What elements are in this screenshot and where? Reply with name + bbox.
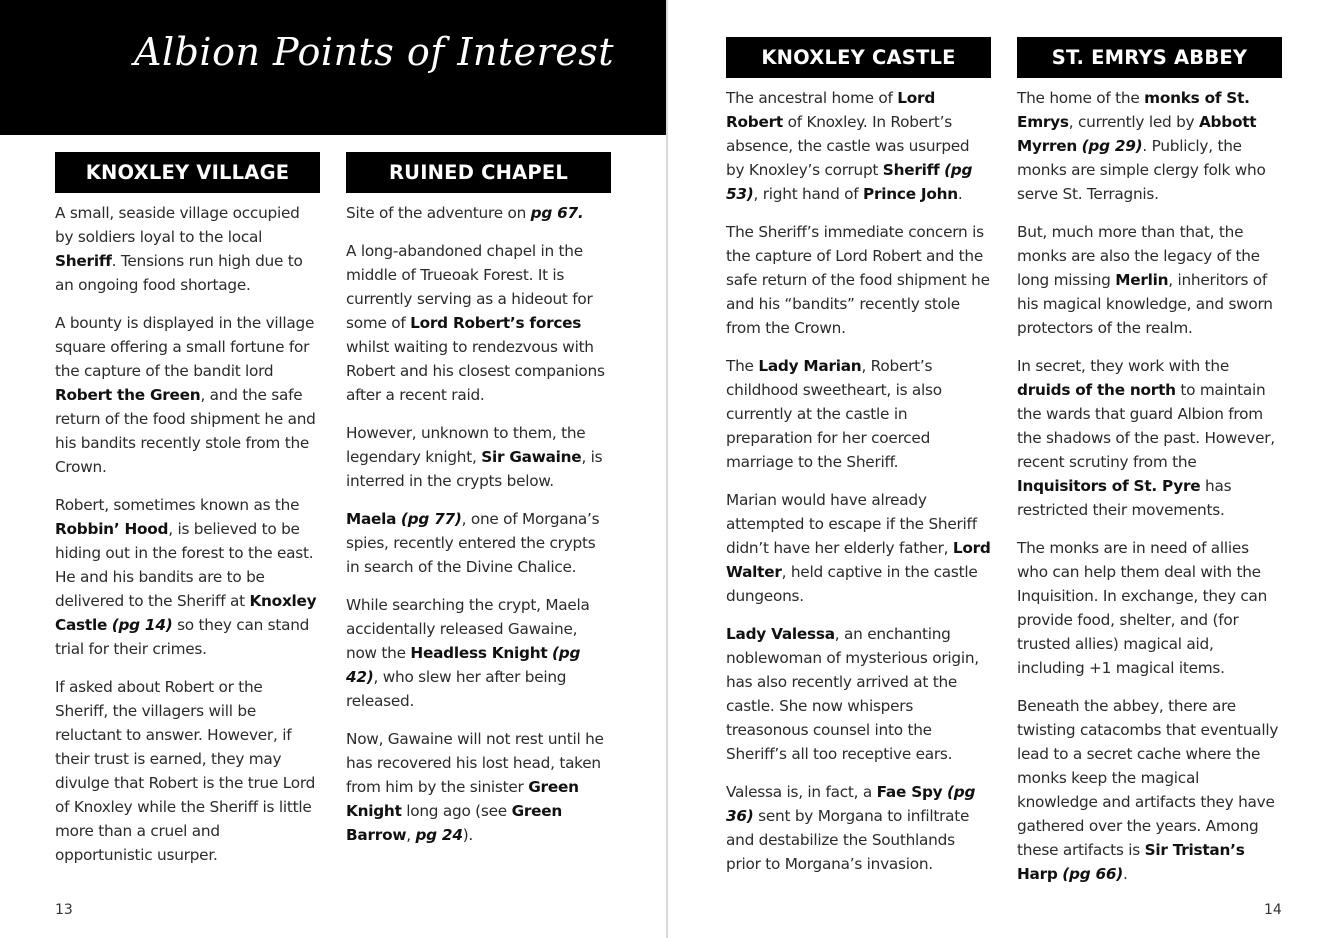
paragraph: A bounty is displayed in the village square offering a small fortune for the capture of the bandit lord Robert the Green, and the safe return of the food shipment he and his bandits recently stole from the Crown. bbox=[55, 314, 316, 476]
section-heading: KNOXLEY CASTLE bbox=[726, 37, 991, 78]
paragraph: Robert, sometimes known as the Robbin’ Hood, is believed to be hiding out in the forest to the east. He and his bandits are to be delivered to the Sheriff at Knoxley Castle (pg 14) so they can stand trial for their crimes. bbox=[55, 496, 317, 658]
title-banner bbox=[0, 0, 667, 135]
paragraph: While searching the crypt, Maela accidentally released Gawaine, now the Headless Knight (pg 42), who slew her after being released. bbox=[346, 596, 590, 710]
section-knoxley-castle bbox=[726, 37, 991, 890]
left-page bbox=[0, 0, 667, 938]
page-number: 13 bbox=[55, 902, 73, 918]
section-body bbox=[55, 201, 320, 867]
paragraph: The home of the monks of St. Emrys, currently led by Abbott Myrren (pg 29). Publicly, the monks are simple clergy folk who serve St. Terragnis. bbox=[1017, 89, 1266, 203]
paragraph: A long-abandoned chapel in the middle of Trueoak Forest. It is currently serving as a hideout for some of Lord Robert’s forces whilst waiting to rendezvous with Robert and his closest companions after a recent raid. bbox=[346, 242, 605, 404]
section-heading: RUINED CHAPEL bbox=[346, 152, 611, 193]
paragraph: The Lady Marian, Robert’s childhood sweetheart, is also currently at the castle in preparation for her coerced marriage to the Sheriff. bbox=[726, 357, 942, 471]
paragraph: In secret, they work with the druids of the north to maintain the wards that guard Albion from the shadows of the past. However, recent scrutiny from the Inquisitors of St. Pyre has restricted their movements. bbox=[1017, 357, 1275, 519]
paragraph: Maela (pg 77), one of Morgana’s spies, recently entered the crypts in search of the Divine Chalice. bbox=[346, 510, 600, 576]
paragraph: If asked about Robert or the Sheriff, the villagers will be reluctant to answer. However, if their trust is earned, they may divulge that Robert is the true Lord of Knoxley while the Sheriff is little more than a cruel and opportunistic usurper. bbox=[55, 678, 316, 864]
paragraph: The Sheriff’s immediate concern is the capture of Lord Robert and the safe return of the food shipment he and his “bandits” recently stole from the Crown. bbox=[726, 223, 990, 337]
paragraph: Valessa is, in fact, a Fae Spy (pg 36) sent by Morgana to infiltrate and destabilize the Southlands prior to Morgana’s invasion. bbox=[726, 783, 976, 873]
section-heading: ST. EMRYS ABBEY bbox=[1017, 37, 1282, 78]
paragraph: Marian would have already attempted to escape if the Sheriff didn’t have her elderly father, Lord Walter, held captive in the castle dungeons. bbox=[726, 491, 991, 605]
right-page bbox=[668, 0, 1337, 938]
paragraph: But, much more than that, the monks are also the legacy of the long missing Merlin, inheritors of his magical knowledge, and sworn protectors of the realm. bbox=[1017, 223, 1273, 337]
section-ruined-chapel bbox=[346, 152, 611, 861]
paragraph: Now, Gawaine will not rest until he has recovered his lost head, taken from him by the sinister Green Knight long ago (see Green Barrow, pg 24). bbox=[346, 730, 604, 844]
section-body bbox=[726, 86, 991, 876]
paragraph: Beneath the abbey, there are twisting catacombs that eventually lead to a secret cache where the monks keep the magical knowledge and artifacts they have gathered over the years. Among these artifacts is Sir Tristan’s Harp (pg 66). bbox=[1017, 697, 1279, 883]
paragraph: The monks are in need of allies who can help them deal with the Inquisition. In exchange, they can provide food, shelter, and (for trusted allies) magical aid, including +1 magical items. bbox=[1017, 539, 1268, 677]
section-knoxley-village bbox=[55, 152, 320, 881]
paragraph: Lady Valessa, an enchanting noblewoman of mysterious origin, has also recently arrived at the castle. She now whispers treasonous counsel into the Sheriff’s all too receptive ears. bbox=[726, 625, 979, 763]
section-st-emrys-abbey bbox=[1017, 37, 1282, 900]
section-body bbox=[346, 201, 611, 847]
paragraph: Site of the adventure on pg 67. bbox=[346, 204, 584, 222]
section-heading: KNOXLEY VILLAGE bbox=[55, 152, 320, 193]
paragraph: The ancestral home of Lord Robert of Knoxley. In Robert’s absence, the castle was usurped by Knoxley’s corrupt Sheriff (pg 53), right hand of Prince John. bbox=[726, 89, 973, 203]
paragraph: A small, seaside village occupied by soldiers loyal to the local Sheriff. Tensions run high due to an ongoing food shortage. bbox=[55, 204, 303, 294]
page-number: 14 bbox=[1264, 902, 1282, 918]
paragraph: However, unknown to them, the legendary knight, Sir Gawaine, is interred in the crypts below. bbox=[346, 424, 603, 490]
page-title: Albion Points of Interest bbox=[134, 30, 615, 74]
section-body bbox=[1017, 86, 1282, 886]
